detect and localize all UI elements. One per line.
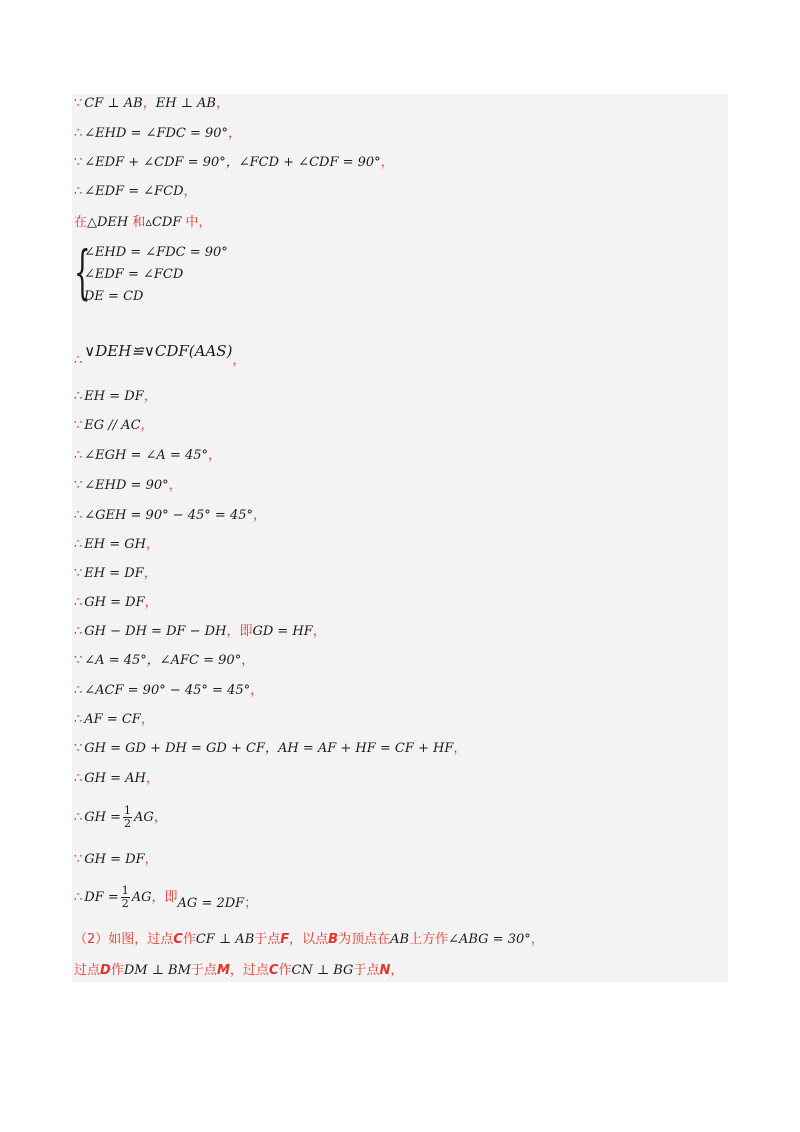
math-expr: GH = DF (84, 852, 145, 867)
proof-line-20 (74, 766, 159, 792)
text: ，以点 (289, 932, 329, 947)
math-expr: CN ⊥ BG (291, 963, 354, 978)
point-label: C (173, 932, 183, 947)
text: ，过点 (229, 963, 269, 978)
math-expr: EH = DF (84, 566, 144, 581)
therefore-symbol: ∴ (74, 537, 83, 552)
proof-line-4 (74, 179, 197, 205)
math-expr: GH = GD + DH = GD + CF，AH = AF + HF = CF + HF (84, 741, 454, 756)
math-expr: ∠GEH = 90° − 45° = 45° (84, 508, 253, 523)
text: 作 (278, 963, 292, 978)
math-expr: AG (131, 890, 152, 905)
proof-line-8 (74, 413, 154, 439)
punct: ， (232, 353, 246, 368)
text: 于点 (190, 963, 217, 978)
therefore-symbol: ∴ (74, 771, 83, 786)
text: 为顶点在 (338, 932, 391, 947)
math-expr: EH = GH (84, 537, 146, 552)
therefore-symbol: ∴ (74, 184, 83, 199)
punct: ， (140, 418, 154, 433)
math-expr: EG // AC (84, 418, 141, 433)
math-expr: ∠EGH = ∠A = 45° (84, 448, 209, 463)
because-symbol: ∵ (74, 653, 83, 668)
punct: ， (168, 478, 182, 493)
text: 过点 (74, 963, 101, 978)
punct: ， (530, 932, 544, 947)
fraction (121, 885, 130, 910)
proof-line-2 (74, 121, 241, 147)
text: （2）如图，过点 (74, 932, 174, 947)
because-symbol: ∵ (74, 741, 83, 756)
proof-line-13 (74, 561, 157, 587)
math-expr: ∠EHD = 90° (84, 478, 169, 493)
math-expr: EH ⊥ AB (155, 96, 216, 111)
fraction-numerator: 1 (124, 804, 132, 817)
congruence-statement: ∨DEH≌∨CDF(AAS) (84, 342, 233, 360)
punct: ， (252, 508, 266, 523)
punct: ， (390, 963, 404, 978)
punct: ， (215, 96, 229, 111)
proof-line-22 (74, 847, 158, 873)
proof-line-7 (74, 384, 157, 410)
math-expr: GH = (84, 810, 122, 825)
text: ，即 (151, 890, 178, 905)
math-expr: CF ⊥ AB (84, 96, 143, 111)
left-brace: { (74, 238, 91, 306)
text: ，即 (226, 624, 253, 639)
punct: ， (380, 155, 394, 170)
punct: ， (453, 741, 467, 756)
math-expr: DF = (84, 890, 119, 905)
proof-line-14 (74, 590, 158, 616)
punct: ， (143, 389, 157, 404)
math-expr: AF = CF (84, 712, 141, 727)
proof-line-10 (74, 473, 182, 499)
proof-line-3 (74, 150, 394, 176)
point-label: M (216, 963, 230, 978)
proof-line-12 (74, 532, 159, 558)
proof-line-19 (74, 736, 466, 762)
fraction-numerator: 1 (121, 884, 129, 897)
punct: ， (250, 683, 264, 698)
system-row-1: ∠EHD = ∠FDC = 90° (84, 245, 228, 260)
therefore-symbol: ∴ (74, 810, 83, 825)
text: 在 (74, 215, 88, 230)
proof-line-16 (74, 648, 254, 674)
math-expr: GH − DH = DF − DH (84, 624, 227, 639)
therefore-symbol: ∴ (74, 353, 83, 368)
math-expr: ▵CDF (145, 215, 182, 230)
punct: ， (144, 852, 158, 867)
math-expr: GH = AH (84, 771, 146, 786)
fraction (123, 805, 132, 830)
therefore-symbol: ∴ (74, 595, 83, 610)
because-symbol: ∵ (74, 155, 83, 170)
math-expr: EH = DF (84, 389, 144, 404)
system-row-2: ∠EDF = ∠FCD (84, 267, 184, 282)
proof-line-25 (74, 958, 403, 984)
punct: ， (183, 184, 197, 199)
because-symbol: ∵ (74, 418, 83, 433)
because-symbol: ∵ (74, 478, 83, 493)
proof-line-21 (74, 800, 167, 836)
math-expr: ∠A = 45°，∠AFC = 90° (84, 653, 242, 668)
math-expr: AG = 2DF (177, 896, 245, 911)
proof-line-11 (74, 503, 266, 529)
therefore-symbol: ∴ (74, 508, 83, 523)
punct: ， (228, 126, 242, 141)
text: 上方作 (409, 932, 449, 947)
punct: ， (241, 653, 255, 668)
because-symbol: ∵ (74, 566, 83, 581)
text: 作 (110, 963, 124, 978)
because-symbol: ∵ (74, 96, 83, 111)
math-expr: GD = HF (252, 624, 313, 639)
text: 于点 (353, 963, 380, 978)
math-expr: DM ⊥ BM (123, 963, 191, 978)
math-expr: ∠EDF = ∠FCD (84, 184, 184, 199)
punct: ， (142, 96, 156, 111)
proof-line-9 (74, 443, 221, 469)
fraction-denominator: 2 (124, 817, 132, 830)
text: 和 (132, 215, 146, 230)
punct: ， (208, 448, 222, 463)
punct: ； (244, 896, 258, 911)
point-label: C (268, 963, 279, 978)
punct: ， (140, 712, 154, 727)
therefore-symbol: ∴ (74, 448, 83, 463)
because-symbol: ∵ (74, 852, 83, 867)
therefore-symbol: ∴ (74, 126, 83, 141)
math-expr: AG (134, 810, 154, 825)
math-expr: GH = DF (84, 595, 145, 610)
point-label: F (280, 932, 290, 947)
point-label: B (328, 932, 339, 947)
math-expr: ∠EHD = ∠FDC = 90° (84, 126, 229, 141)
math-expr: ∠EDF + ∠CDF = 90°，∠FCD + ∠CDF = 90° (84, 155, 381, 170)
text: 作 (182, 932, 196, 947)
text: 于点 (254, 932, 281, 947)
proof-line-23 (74, 880, 257, 916)
punct: ， (145, 771, 159, 786)
math-expr: ∠ACF = 90° − 45° = 45° (84, 683, 251, 698)
equation-system (74, 238, 274, 308)
punct: ， (312, 624, 326, 639)
therefore-symbol: ∴ (74, 624, 83, 639)
punct: ， (143, 566, 157, 581)
math-expr: AB (390, 932, 410, 947)
fraction-denominator: 2 (121, 897, 129, 910)
point-label: D (100, 963, 111, 978)
proof-line-18 (74, 707, 154, 733)
proof-line-6 (74, 336, 245, 366)
math-expr: ∠ABG = 30° (448, 932, 531, 947)
proof-line-15 (74, 619, 326, 645)
proof-line-17 (74, 678, 263, 704)
point-label: N (379, 963, 391, 978)
text: 中， (185, 215, 212, 230)
punct: ， (146, 537, 160, 552)
math-expr: △DEH (87, 215, 129, 230)
therefore-symbol: ∴ (74, 712, 83, 727)
proof-line-24 (74, 927, 544, 953)
system-row-3: DE = CD (84, 289, 144, 304)
therefore-symbol: ∴ (74, 683, 83, 698)
punct: ， (153, 810, 167, 825)
therefore-symbol: ∴ (74, 389, 83, 404)
therefore-symbol: ∴ (74, 890, 83, 905)
punct: ， (144, 595, 158, 610)
proof-line-5 (74, 210, 212, 236)
math-expr: CF ⊥ AB (195, 932, 255, 947)
proof-line-1 (74, 91, 229, 117)
